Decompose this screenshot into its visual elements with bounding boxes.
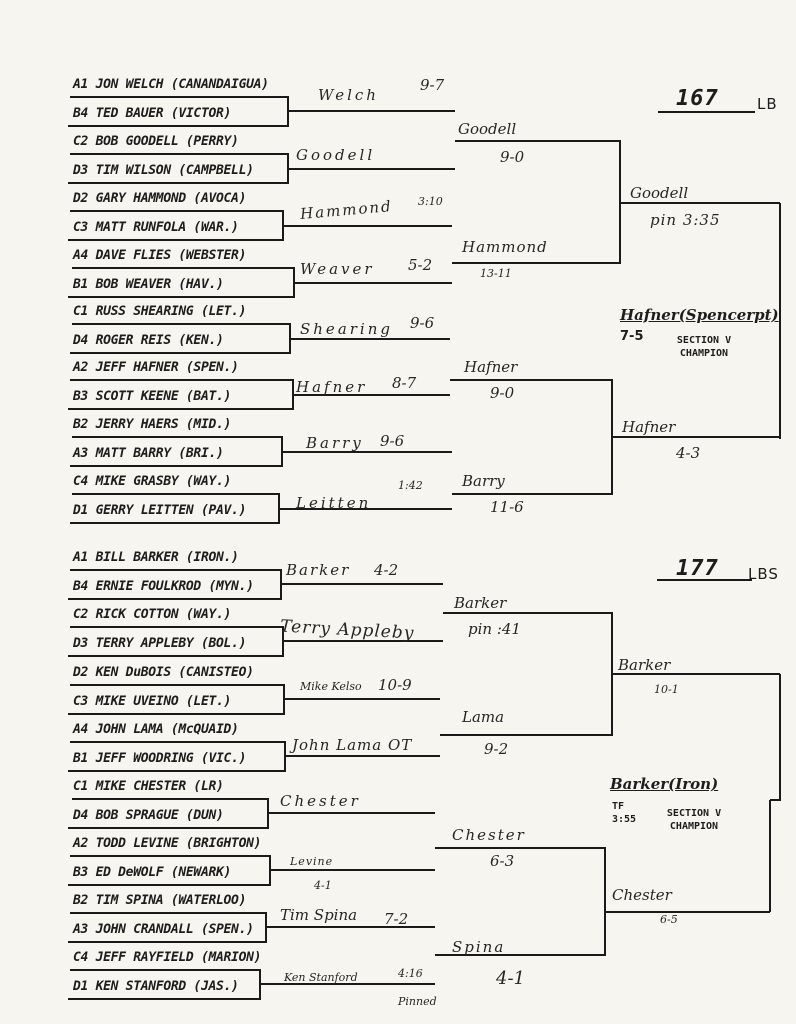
- r1-167-winner-8: Leitten: [296, 494, 372, 512]
- entry-177-13: B2 TIM SPINA (WATERLOO): [73, 893, 247, 908]
- entry-167-9: C1 RUSS SHEARING (LET.): [73, 304, 247, 319]
- entry-177-4: D3 TERRY APPLEBY (BOL.): [73, 636, 247, 651]
- r2-177-winner-4: Spina: [452, 938, 506, 956]
- r1-167-score-6: 8-7: [392, 374, 417, 392]
- r2-167-winner-1: Goodell: [458, 120, 517, 138]
- champion-167-score: 7-5: [620, 329, 644, 344]
- champion-177-title: SECTION V CHAMPION: [666, 808, 722, 832]
- entry-177-6: C3 MIKE UVEINO (LET.): [73, 694, 232, 709]
- champion-167-title: SECTION V CHAMPION: [676, 335, 732, 359]
- r3-167-score-1: pin 3:35: [650, 211, 721, 229]
- entry-167-4: D3 TIM WILSON (CAMPBELL): [73, 163, 254, 178]
- r2-177-winner-3: Chester: [452, 826, 526, 844]
- entry-167-15: C4 MIKE GRASBY (WAY.): [73, 474, 232, 489]
- weight-class-167: 167: [676, 86, 719, 111]
- champion-177-name: Barker(Iron): [610, 775, 719, 793]
- entry-177-7: A4 JOHN LAMA (McQUAID): [73, 722, 239, 737]
- entry-167-14: A3 MATT BARRY (BRI.): [73, 446, 224, 461]
- r2-177-winner-2: Lama: [462, 708, 505, 726]
- entry-167-11: A2 JEFF HAFNER (SPEN.): [73, 360, 239, 375]
- r1-167-score-7: 9-6: [380, 432, 405, 450]
- r2-167-score-4: 11-6: [490, 498, 524, 516]
- r2-177-score-3: 6-3: [490, 852, 515, 870]
- r1-167-winner-1: Welch: [318, 86, 379, 104]
- entry-167-2: B4 TED BAUER (VICTOR): [73, 106, 232, 121]
- entry-167-12: B3 SCOTT KEENE (BAT.): [73, 389, 232, 404]
- weight-unit-167: LB: [757, 95, 778, 113]
- r2-167-score-2: 13-11: [480, 267, 512, 280]
- r2-177-score-4: 4-1: [496, 968, 525, 989]
- entry-177-1: A1 BILL BARKER (IRON.): [73, 550, 239, 565]
- r3-177-score-1: 10-1: [654, 683, 679, 696]
- r2-177-score-1: pin :41: [468, 620, 521, 638]
- r1-167-score-5: 9-6: [410, 314, 435, 332]
- r2-167-winner-2: Hammond: [462, 238, 548, 256]
- r1-177-score-3: 10-9: [378, 676, 412, 694]
- entry-177-5: D2 KEN DuBOIS (CANISTEO): [73, 665, 254, 680]
- entry-177-8: B1 JEFF WOODRING (VIC.): [73, 751, 247, 766]
- r2-167-score-1: 9-0: [500, 148, 525, 166]
- entry-167-16: D1 GERRY LEITTEN (PAV.): [73, 503, 247, 518]
- entry-167-10: D4 ROGER REIS (KEN.): [73, 333, 224, 348]
- r1-167-score-3: 3:10: [418, 195, 443, 208]
- entry-177-10: D4 BOB SPRAGUE (DUN): [73, 808, 224, 823]
- weight-unit-177: LBS: [748, 565, 779, 583]
- r1-177-winner-8: Ken Stanford: [284, 971, 358, 984]
- entry-167-6: C3 MATT RUNFOLA (WAR.): [73, 220, 239, 235]
- entry-177-12: B3 ED DeWOLF (NEWARK): [73, 865, 232, 880]
- r1-177-score-8: 4:16: [398, 967, 423, 980]
- r2-177-score-2: 9-2: [484, 740, 509, 758]
- r2-167-winner-3: Hafner: [464, 358, 518, 376]
- r3-167-score-2: 4-3: [676, 444, 701, 462]
- entry-177-14: A3 JOHN CRANDALL (SPEN.): [73, 922, 254, 937]
- r3-167-winner-1: Goodell: [630, 184, 689, 202]
- r2-167-winner-4: Barry: [462, 472, 505, 490]
- entry-167-8: B1 BOB WEAVER (HAV.): [73, 277, 224, 292]
- r1-167-score-8: 1:42: [398, 479, 423, 492]
- entry-177-11: A2 TODD LEVINE (BRIGHTON): [73, 836, 262, 851]
- r3-177-winner-1: Barker: [618, 656, 671, 674]
- champion-167-name: Hafner(Spencerpt): [620, 306, 779, 324]
- entry-177-3: C2 RICK COTTON (WAY.): [73, 607, 232, 622]
- weight-class-177: 177: [676, 556, 719, 581]
- r3-167-winner-2: Hafner: [622, 418, 676, 436]
- r1-177-winner-1: Barker: [286, 561, 351, 579]
- r1-167-winner-2: Goodell: [296, 146, 376, 164]
- champion-177-score: TF 3:55: [612, 801, 637, 825]
- r3-177-winner-2: Chester: [612, 886, 672, 904]
- r1-167-winner-7: Barry: [306, 434, 364, 452]
- entry-177-16: D1 KEN STANFORD (JAS.): [73, 979, 239, 994]
- r1-167-winner-4: Weaver: [300, 260, 375, 278]
- r2-177-winner-1: Barker: [454, 594, 507, 612]
- entry-177-15: C4 JEFF RAYFIELD (MARION): [73, 950, 262, 965]
- r2-167-score-3: 9-0: [490, 384, 515, 402]
- entry-167-3: C2 BOB GOODELL (PERRY): [73, 134, 239, 149]
- entry-167-5: D2 GARY HAMMOND (AVOCA): [73, 191, 247, 206]
- entry-177-2: B4 ERNIE FOULKROD (MYN.): [73, 579, 254, 594]
- r1-177-note-8: Pinned: [398, 995, 437, 1008]
- r1-167-winner-6: Hafner: [296, 378, 368, 396]
- r1-167-score-1: 9-7: [420, 76, 445, 94]
- r1-177-winner-6: Levine: [290, 855, 334, 868]
- entry-167-13: B2 JERRY HAERS (MID.): [73, 417, 232, 432]
- r1-167-score-4: 5-2: [408, 256, 433, 274]
- r1-177-score-6: 4-1: [314, 879, 332, 892]
- r1-177-winner-3: Mike Kelso: [300, 680, 362, 693]
- r3-177-score-2: 6-5: [660, 913, 678, 926]
- r1-177-winner-7: Tim Spina: [280, 906, 358, 924]
- r1-167-winner-5: Shearing: [300, 320, 393, 338]
- entry-177-9: C1 MIKE CHESTER (LR): [73, 779, 224, 794]
- r1-177-winner-5: Chester: [280, 792, 361, 810]
- r1-177-winner-4: John Lama OT: [292, 736, 413, 754]
- r1-167-winner-3: Hammond: [299, 196, 394, 224]
- r1-177-winner-2: Terry Appleby: [279, 616, 415, 644]
- r1-177-score-7: 7-2: [384, 910, 409, 928]
- entry-167-1: A1 JON WELCH (CANANDAIGUA): [73, 77, 269, 92]
- entry-167-7: A4 DAVE FLIES (WEBSTER): [73, 248, 247, 263]
- r1-177-score-1: 4-2: [374, 561, 399, 579]
